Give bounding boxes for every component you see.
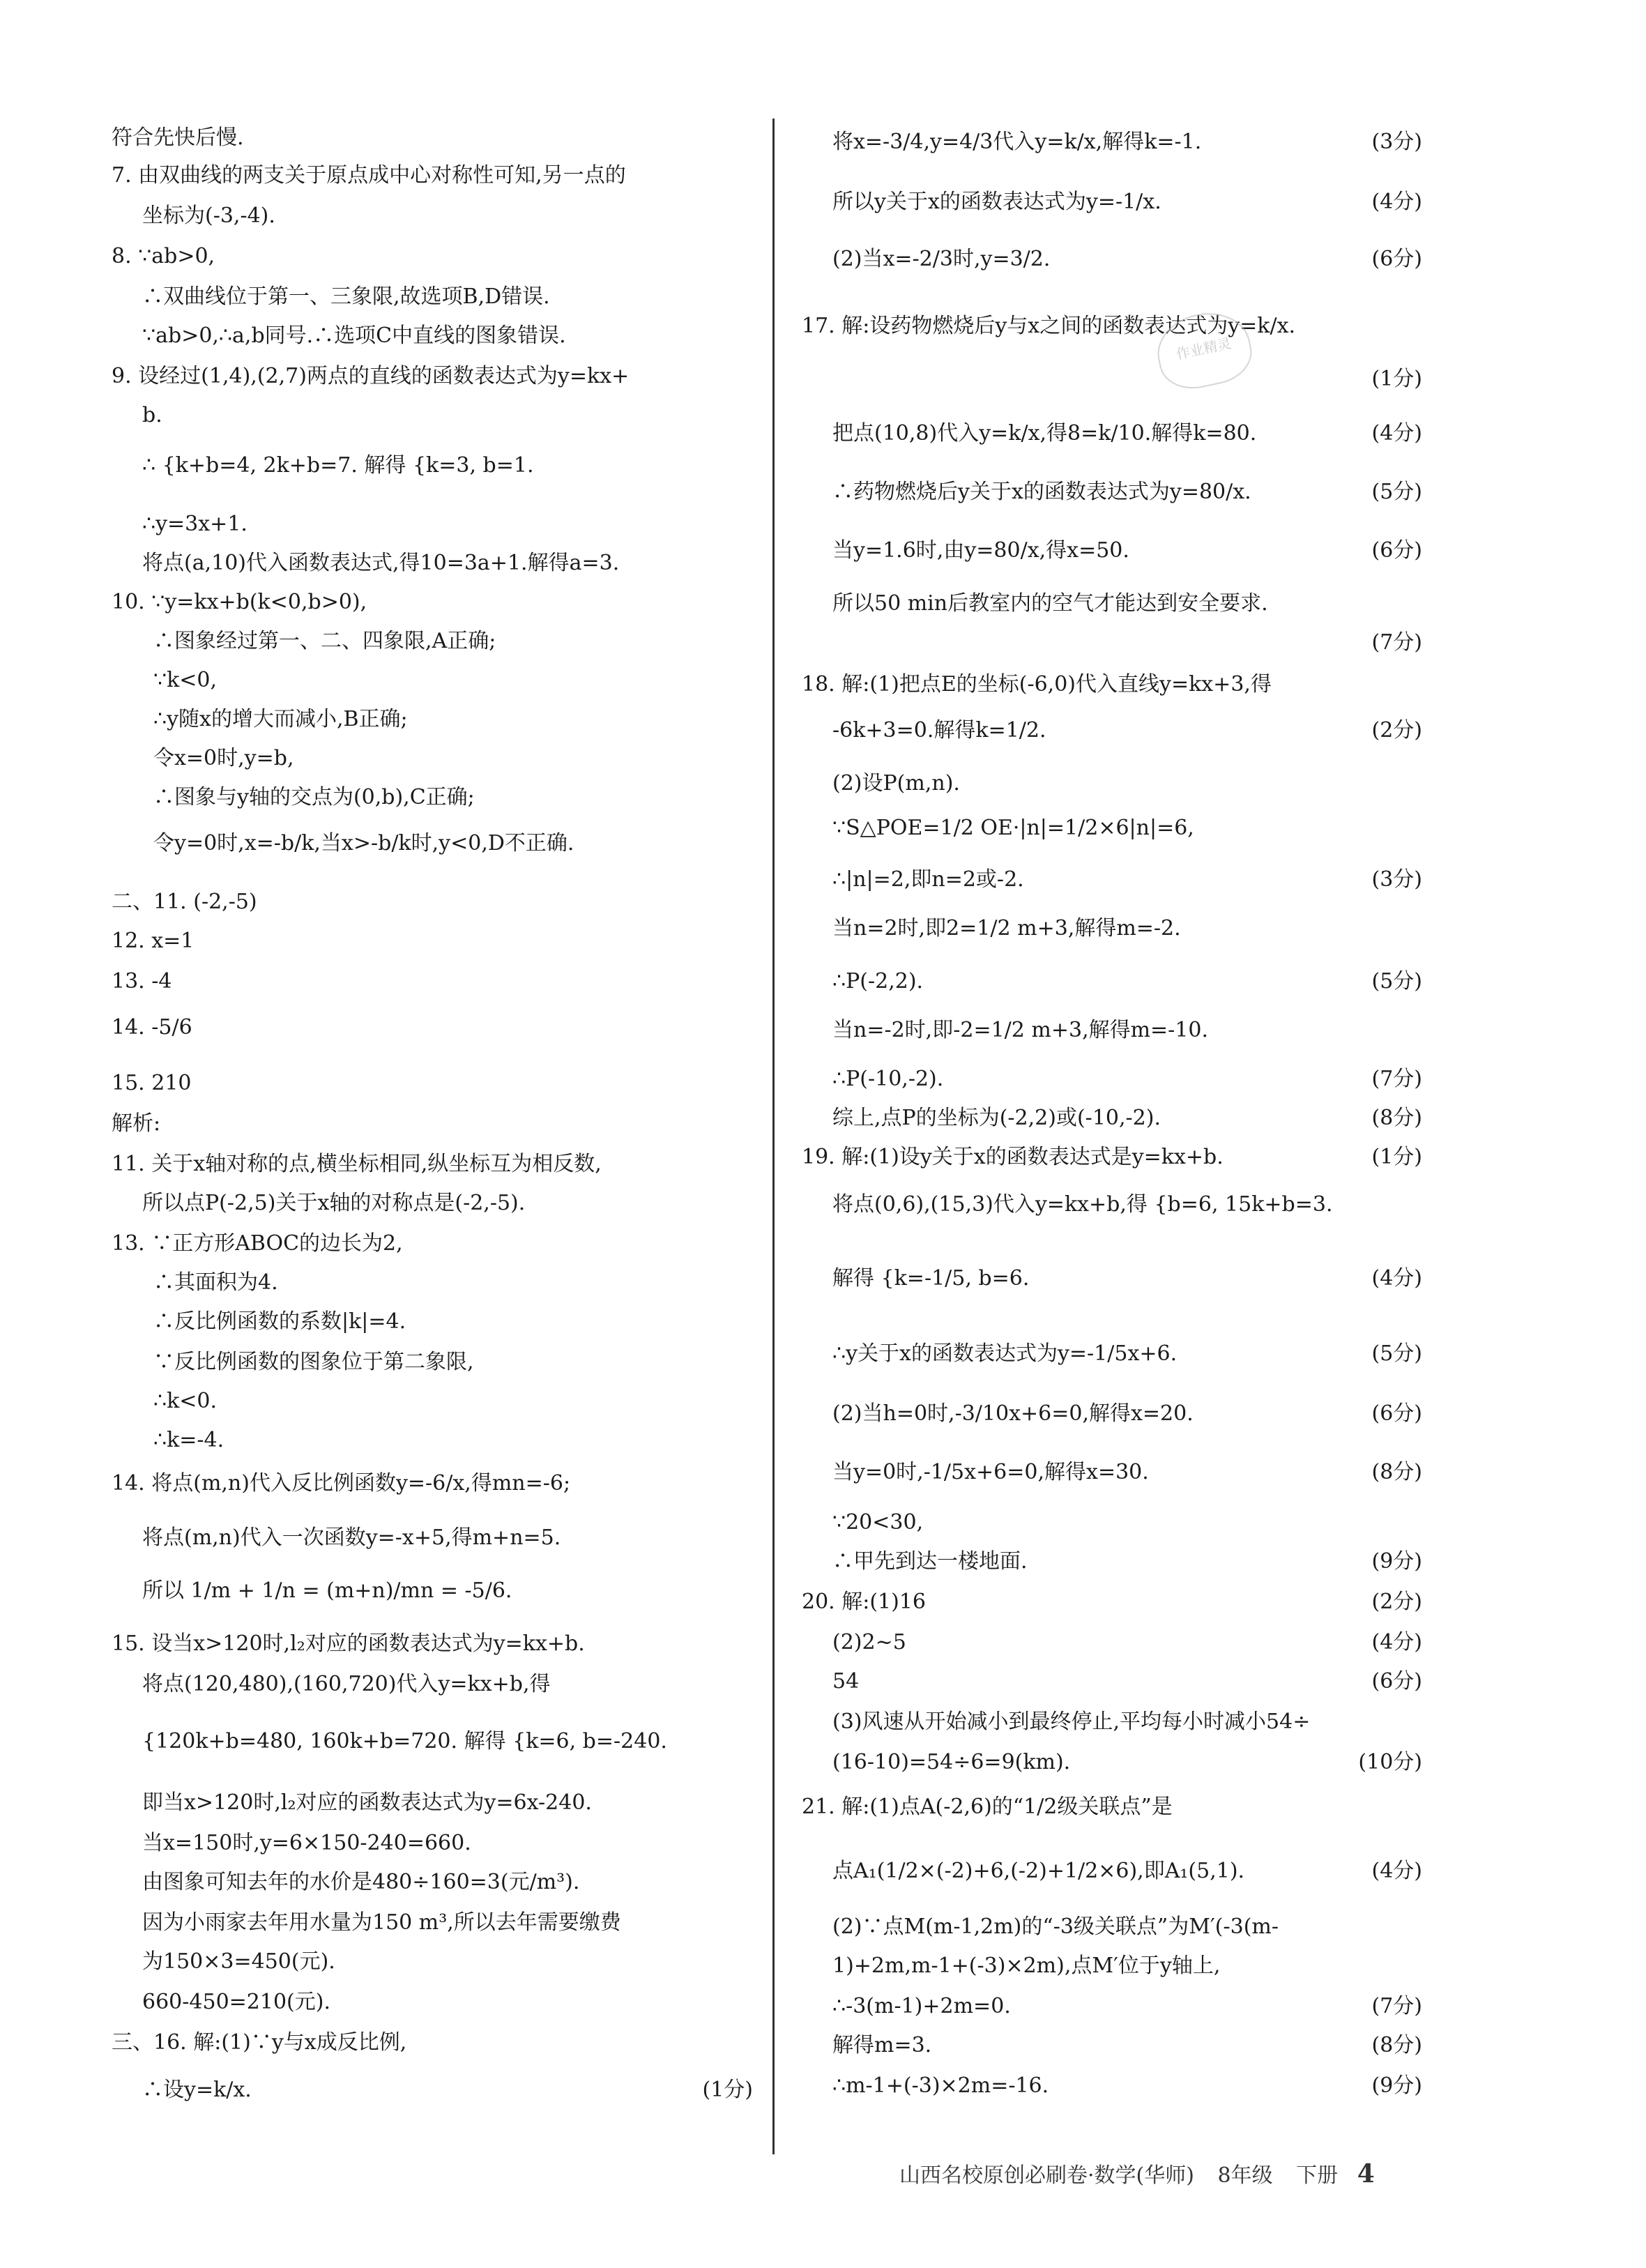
score-label: (1分) xyxy=(1371,367,1422,391)
text-line: 8. ∵ab>0, xyxy=(112,244,215,268)
score-label: (4分) xyxy=(1371,421,1422,446)
text-line: 17. 解:设药物燃烧后y与x之间的函数表达式为y=k/x. xyxy=(802,314,1296,338)
score-label: (8分) xyxy=(1371,1106,1422,1130)
text-line: ∴k<0. xyxy=(153,1389,218,1413)
text-line: 符合先快后慢. xyxy=(112,125,244,150)
text-line: 点A₁(1/2×(-2)+6,(-2)+1/2×6),即A₁(5,1). (4分) xyxy=(802,1857,1422,1885)
text-line: 当y=0时,-1/5x+6=0,解得x=30. (8分) xyxy=(802,1459,1422,1486)
text-line: 即当x>120时,l₂对应的函数表达式为y=6x-240. xyxy=(142,1790,592,1815)
text-line: 所以50 min后教室内的空气才能达到安全要求. xyxy=(832,591,1268,616)
text-line: 当y=1.6时,由y=80/x,得x=50. (6分) xyxy=(802,537,1422,565)
text-line: 所以点P(-2,5)关于x轴的对称点是(-2,-5). xyxy=(142,1191,526,1215)
text-line: 15. 210 xyxy=(112,1071,192,1095)
page-footer xyxy=(899,2160,1429,2190)
text-line: ∵k<0, xyxy=(153,668,218,692)
text-line: 把点(10,8)代入y=k/x,得8=k/10.解得k=80. (4分) xyxy=(802,420,1422,448)
text-line: 19. 解:(1)设y关于x的函数表达式是y=kx+b. (1分) xyxy=(802,1143,1422,1171)
score-label: (6分) xyxy=(1371,247,1422,271)
text-line: 坐标为(-3,-4). xyxy=(142,204,275,228)
text-line: ∴药物燃烧后y关于x的函数表达式为y=80/x. (5分) xyxy=(802,478,1422,506)
text-line: ∴P(-2,2). (5分) xyxy=(802,968,1422,996)
text-line: ∴ {k+b=4, 2k+b=7. 解得 {k=3, b=1. xyxy=(142,453,534,478)
score-label: (7分) xyxy=(1371,1994,1422,2018)
text-line: ∴P(-10,-2). (7分) xyxy=(802,1065,1422,1093)
text-line: 当n=-2时,即-2=1/2 m+3,解得m=-10. xyxy=(832,1018,1209,1042)
text-line: ∴|n|=2,即n=2或-2. (3分) xyxy=(802,866,1422,894)
text-line: 9. 设经过(1,4),(2,7)两点的直线的函数表达式为y=kx+ xyxy=(112,364,630,388)
text-line: 综上,点P的坐标为(-2,2)或(-10,-2). (8分) xyxy=(802,1104,1422,1132)
text-line: 将点(0,6),(15,3)代入y=kx+b,得 {b=6, 15k+b=3. xyxy=(832,1192,1333,1217)
text-line: 20. 解:(1)16 (2分) xyxy=(802,1588,1422,1616)
text-line: 所以y关于x的函数表达式为y=-1/x. (4分) xyxy=(802,188,1422,216)
score-label: (3分) xyxy=(1371,867,1422,892)
score-label: (7分) xyxy=(1371,630,1422,655)
text-line: 11. 关于x轴对称的点,横坐标相同,纵坐标互为相反数, xyxy=(112,1152,602,1176)
score-label: (2分) xyxy=(1371,718,1422,743)
text-line: ∴-3(m-1)+2m=0. (7分) xyxy=(802,1993,1422,2020)
score-label: (6分) xyxy=(1371,1669,1422,1694)
score-label: (10分) xyxy=(1358,1750,1422,1774)
text-line: 因为小雨家去年用水量为150 m³,所以去年需要缴费 xyxy=(142,1910,621,1935)
text-line: 将点(a,10)代入函数表达式,得10=3a+1.解得a=3. xyxy=(142,551,620,575)
text-line: 所以 1/m + 1/n = (m+n)/mn = -5/6. xyxy=(142,1578,512,1603)
score-label: (3分) xyxy=(1371,130,1422,154)
text-line: b. xyxy=(142,403,162,427)
text-line: 14. -5/6 xyxy=(112,1015,192,1040)
text-line: ∴y关于x的函数表达式为y=-1/5x+6. (5分) xyxy=(802,1340,1422,1368)
score-label: (6分) xyxy=(1371,538,1422,563)
text-line: 令x=0时,y=b, xyxy=(153,746,294,770)
text-line: 三、16. 解:(1)∵y与x成反比例, xyxy=(112,2030,407,2055)
text-line: ∵20<30, xyxy=(832,1510,924,1535)
score-label: (8分) xyxy=(1371,1460,1422,1484)
text-line: 解得m=3. (8分) xyxy=(802,2032,1422,2060)
text-line: 13. -4 xyxy=(112,969,172,994)
score-label: (8分) xyxy=(1371,2033,1422,2057)
text-line: 15. 设当x>120时,l₂对应的函数表达式为y=kx+b. xyxy=(112,1631,585,1656)
watermark-stamp: 作业精灵 xyxy=(1151,305,1258,395)
text-line: 10. ∵y=kx+b(k<0,b>0), xyxy=(112,590,367,614)
text-line: ∴y=3x+1. xyxy=(142,512,247,536)
text-line: ∴其面积为4. xyxy=(153,1270,278,1295)
text-line: 54 (6分) xyxy=(802,1668,1422,1696)
text-line: 将点(m,n)代入一次函数y=-x+5,得m+n=5. xyxy=(142,1525,561,1550)
score-label: (4分) xyxy=(1371,1266,1422,1291)
text-line: 21. 解:(1)点A(-2,6)的“1/2级关联点”是 xyxy=(802,1795,1173,1819)
text-line: ∵反比例函数的图象位于第二象限, xyxy=(153,1350,474,1374)
score-label: (9分) xyxy=(1371,1549,1422,1574)
text-line: -6k+3=0.解得k=1/2. (2分) xyxy=(802,717,1422,745)
text-line: ∵ab>0,∴a,b同号.∴选项C中直线的图象错误. xyxy=(142,324,566,348)
text-line: 为150×3=450(元). xyxy=(142,1949,335,1974)
text-line: ∴反比例函数的系数|k|=4. xyxy=(153,1309,406,1334)
text-line: 12. x=1 xyxy=(112,929,195,953)
text-line: (2)2~5 (4分) xyxy=(802,1629,1422,1657)
text-line: ∵S△POE=1/2 OE·|n|=1/2×6|n|=6, xyxy=(832,816,1194,840)
score-label: (4分) xyxy=(1371,190,1422,214)
footer-title: 山西名校原创必刷卷·数学(华师) xyxy=(899,2163,1194,2188)
text-line: {120k+b=480, 160k+b=720. 解得 {k=6, b=-240. xyxy=(142,1729,667,1753)
score-label: (4分) xyxy=(1371,1859,1422,1883)
text-line: (2)当x=-2/3时,y=3/2. (6分) xyxy=(802,245,1422,273)
text-line: (2)设P(m,n). xyxy=(832,771,960,796)
text-line: ∴甲先到达一楼地面. (9分) xyxy=(802,1548,1422,1576)
text-line: 当n=2时,即2=1/2 m+3,解得m=-2. xyxy=(832,916,1181,941)
score-label: (6分) xyxy=(1371,1401,1422,1426)
text-line: 二、11. (-2,-5) xyxy=(112,890,257,914)
page-number: 4 xyxy=(1357,2159,1375,2189)
text-line: 令y=0时,x=-b/k,当x>-b/k时,y<0,D不正确. xyxy=(153,831,574,855)
text-line: ∴图象与y轴的交点为(0,b),C正确; xyxy=(153,785,475,809)
score-label: (5分) xyxy=(1371,480,1422,504)
text-line: 当x=150时,y=6×150-240=660. xyxy=(142,1831,471,1855)
text-line: 18. 解:(1)把点E的坐标(-6,0)代入直线y=kx+3,得 xyxy=(802,672,1272,697)
footer-grade: 8年级 xyxy=(1217,2163,1273,2188)
text-line: (2)∵点M(m-1,2m)的“-3级关联点”为M′(-3(m- xyxy=(832,1915,1279,1939)
score-label: (2分) xyxy=(1371,1590,1422,1614)
text-line: 660-450=210(元). xyxy=(142,1990,330,2014)
text-line: ∴m-1+(-3)×2m=-16. (9分) xyxy=(802,2072,1422,2100)
text-line: ∴双曲线位于第一、三象限,故选项B,D错误. xyxy=(142,284,550,309)
text-line: ∴设y=k/x. (1分) xyxy=(112,2076,753,2104)
text-line: 1)+2m,m-1+(-3)×2m),点M′位于y轴上, xyxy=(832,1954,1221,1978)
column-divider xyxy=(772,119,775,2154)
score-label: (1分) xyxy=(1371,1145,1422,1169)
text-line: 将点(120,480),(160,720)代入y=kx+b,得 xyxy=(142,1672,551,1696)
text-line: 13. ∵正方形ABOC的边长为2, xyxy=(112,1231,403,1256)
score-label: (4分) xyxy=(1371,1630,1422,1654)
text-line: 解得 {k=-1/5, b=6. (4分) xyxy=(802,1265,1422,1293)
text-line: 将x=-3/4,y=4/3代入y=k/x,解得k=-1. (3分) xyxy=(802,128,1422,156)
text-line: ∴k=-4. xyxy=(153,1428,224,1452)
text-line: 解析: xyxy=(112,1111,161,1136)
footer-volume: 下册 xyxy=(1296,2163,1339,2188)
score-label: (7分) xyxy=(1371,1067,1422,1091)
text-line: 14. 将点(m,n)代入反比例函数y=-6/x,得mn=-6; xyxy=(112,1471,571,1495)
score-label: (9分) xyxy=(1371,2073,1422,2098)
text-line: 由图象可知去年的水价是480÷160=3(元/m³). xyxy=(142,1870,580,1894)
text-line: ∴图象经过第一、二、四象限,A正确; xyxy=(153,629,496,653)
text-line: (2)当h=0时,-3/10x+6=0,解得x=20. (6分) xyxy=(802,1400,1422,1428)
text-line: (3)风速从开始减小到最终停止,平均每小时减小54÷ xyxy=(832,1710,1311,1734)
score-label: (5分) xyxy=(1371,1341,1422,1366)
score-label: (1分) xyxy=(702,2078,753,2102)
text-line: 7. 由双曲线的两支关于原点成中心对称性可知,另一点的 xyxy=(112,163,626,188)
score-label: (5分) xyxy=(1371,969,1422,994)
text-line: ∴y随x的增大而减小,B正确; xyxy=(153,707,408,731)
text-line: (16-10)=54÷6=9(km). (10分) xyxy=(802,1749,1422,1776)
